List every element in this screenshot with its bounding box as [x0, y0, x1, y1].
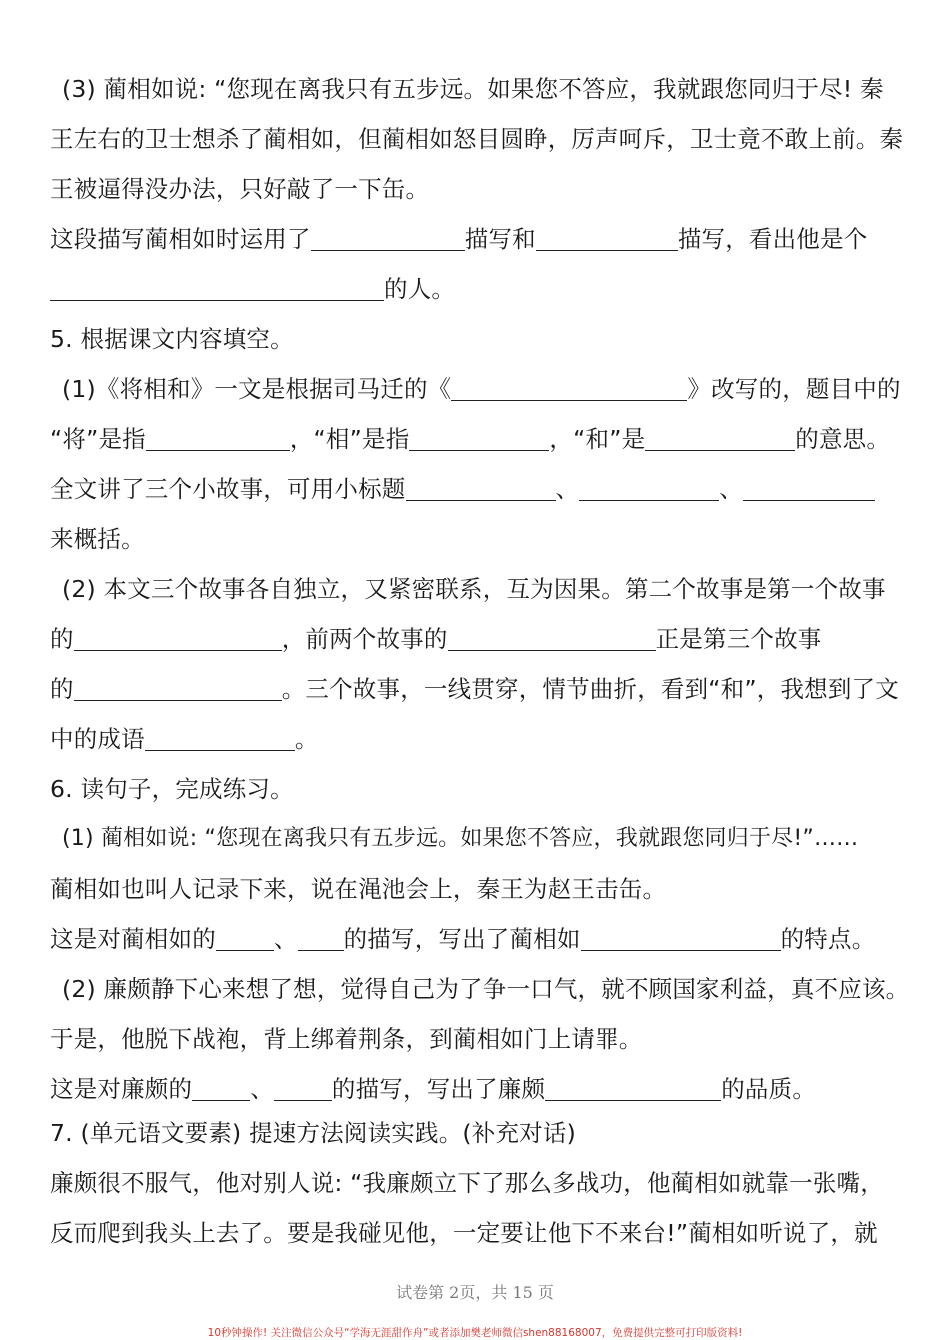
- answer-blank[interactable]: [448, 628, 656, 651]
- answer-blank[interactable]: [451, 378, 687, 401]
- q5-1-line-1: [62, 372, 901, 406]
- answer-blank[interactable]: [579, 478, 719, 501]
- q7-line-2: 反而爬到我头上去了。要是我碰见他，一定要让他下不来台!”蔺相如听说了，就: [50, 1219, 878, 1247]
- answer-blank[interactable]: [145, 728, 295, 751]
- q5-1-text-f: 的意思。: [795, 425, 891, 453]
- q6-2-text-c: 这是对廉颇的: [50, 1075, 193, 1103]
- q4-3-question-cont: [50, 272, 898, 306]
- answer-blank[interactable]: [146, 428, 290, 451]
- q6-2-line-3: [50, 1072, 898, 1106]
- q4-3-text-b: 描写和: [464, 225, 536, 253]
- q5-2-text-f: 。三个故事，一线贯穿，情节曲折，看到“和”，我想到了文: [281, 675, 899, 703]
- answer-blank[interactable]: [50, 278, 384, 301]
- q5-2-text-h: 。: [294, 725, 319, 753]
- q5-1-line-4: 来概括。: [50, 525, 145, 553]
- answer-blank[interactable]: [581, 928, 781, 951]
- q6-2-text-e: 的品质。: [721, 1075, 817, 1103]
- q6-1-text-e: 的特点。: [780, 925, 876, 953]
- q5-2-text-g: 中的成语: [50, 725, 145, 753]
- separator: 、: [719, 475, 743, 503]
- q4-3-line-3: 王被逼得没办法，只好敲了一下缶。: [50, 175, 430, 203]
- q6-heading: 6. 读句子，完成练习。: [50, 775, 294, 803]
- q5-2-line-4: [50, 722, 898, 756]
- q7-heading: 7. (单元语文要素) 提速方法阅读实践。(补充对话): [50, 1119, 576, 1147]
- answer-blank[interactable]: [74, 678, 282, 701]
- answer-blank[interactable]: [298, 928, 344, 951]
- separator: 、: [555, 475, 580, 503]
- separator: 、: [273, 925, 298, 953]
- q5-1-text-a: (1)《将相和》一文是根据司马迁的《: [62, 375, 452, 403]
- q6-1-line-2: 蔺相如也叫人记录下来，说在渑池会上，秦王为赵王击缶。: [50, 875, 667, 903]
- q5-2-line-3: [50, 672, 898, 706]
- answer-blank[interactable]: [311, 228, 465, 251]
- q4-3-question: [50, 222, 898, 256]
- q5-1-line-3: [50, 472, 898, 506]
- q5-2-text-e: 的: [50, 675, 74, 703]
- q4-3-text-c: 描写，看出他是个: [677, 225, 868, 253]
- q6-1-text-c: 这是对蔺相如的: [50, 925, 216, 953]
- q6-1-line-3: [50, 922, 898, 956]
- q4-3-text-a: 这段描写蔺相如时运用了: [50, 225, 311, 253]
- q5-2-text-b: 的: [50, 625, 74, 653]
- q7-line-1: 廉颇很不服气，他对别人说: “我廉颇立下了那么多战功，他蔺相如就靠一张嘴，: [50, 1169, 884, 1197]
- page-footer: 试卷第 2页，共 15 页: [396, 1283, 554, 1302]
- answer-blank[interactable]: [409, 428, 549, 451]
- answer-blank[interactable]: [743, 478, 875, 501]
- answer-blank[interactable]: [545, 1078, 721, 1101]
- q4-3-text-d: 的人。: [384, 275, 456, 303]
- q5-1-text-c: “将”是指: [50, 425, 146, 453]
- q5-1-text-d: ，“相”是指: [289, 425, 410, 453]
- answer-blank[interactable]: [645, 428, 795, 451]
- q6-1-line-1: (1) 蔺相如说: “您现在离我只有五步远。如果您不答应，我就跟您同归于尽!”……: [62, 826, 859, 851]
- q4-3-line-1: (3) 蔺相如说: “您现在离我只有五步远。如果您不答应，我就跟您同归于尽! 秦: [62, 75, 884, 103]
- answer-blank[interactable]: [216, 928, 274, 951]
- q5-2-line-1: (2) 本文三个故事各自独立，又紧密联系，互为因果。第二个故事是第一个故事: [62, 575, 886, 603]
- separator: 、: [250, 1075, 274, 1103]
- q5-1-text-g: 全文讲了三个小故事，可用小标题: [50, 475, 406, 503]
- promo-notice: 10秒钟操作! 关注微信公众号“学海无涯甜作舟”或者添加樊老师微信shen88168007，免费提供完整可打印版资料!: [207, 1327, 743, 1339]
- q5-1-text-e: ，“和”是: [549, 425, 646, 453]
- q5-2-line-2: [50, 622, 898, 656]
- answer-blank[interactable]: [536, 228, 678, 251]
- q4-3-line-2: 王左右的卫士想杀了蔺相如，但蔺相如怒目圆睁，厉声呵斥，卫士竟不敢上前。秦: [50, 125, 904, 153]
- q5-2-text-c: ，前两个故事的: [281, 625, 448, 653]
- q6-2-line-2: 于是，他脱下战袍，背上绑着荆条，到蔺相如门上请罪。: [50, 1025, 643, 1053]
- q6-2-text-d: 的描写，写出了廉颇: [331, 1075, 546, 1103]
- q6-2-line-1: (2) 廉颇静下心来想了想，觉得自己为了争一口气，就不顾国家利益，真不应该。: [62, 975, 910, 1003]
- q5-2-text-d: 正是第三个故事: [655, 625, 822, 653]
- q6-1-text-d: 的描写，写出了蔺相如: [343, 925, 581, 953]
- q5-heading: 5. 根据课文内容填空。: [50, 325, 294, 353]
- answer-blank[interactable]: [406, 478, 556, 501]
- q5-1-line-2: [50, 422, 898, 456]
- answer-blank[interactable]: [274, 1078, 332, 1101]
- q5-1-text-b: 》改写的，题目中的: [687, 375, 901, 403]
- answer-blank[interactable]: [192, 1078, 250, 1101]
- answer-blank[interactable]: [74, 628, 282, 651]
